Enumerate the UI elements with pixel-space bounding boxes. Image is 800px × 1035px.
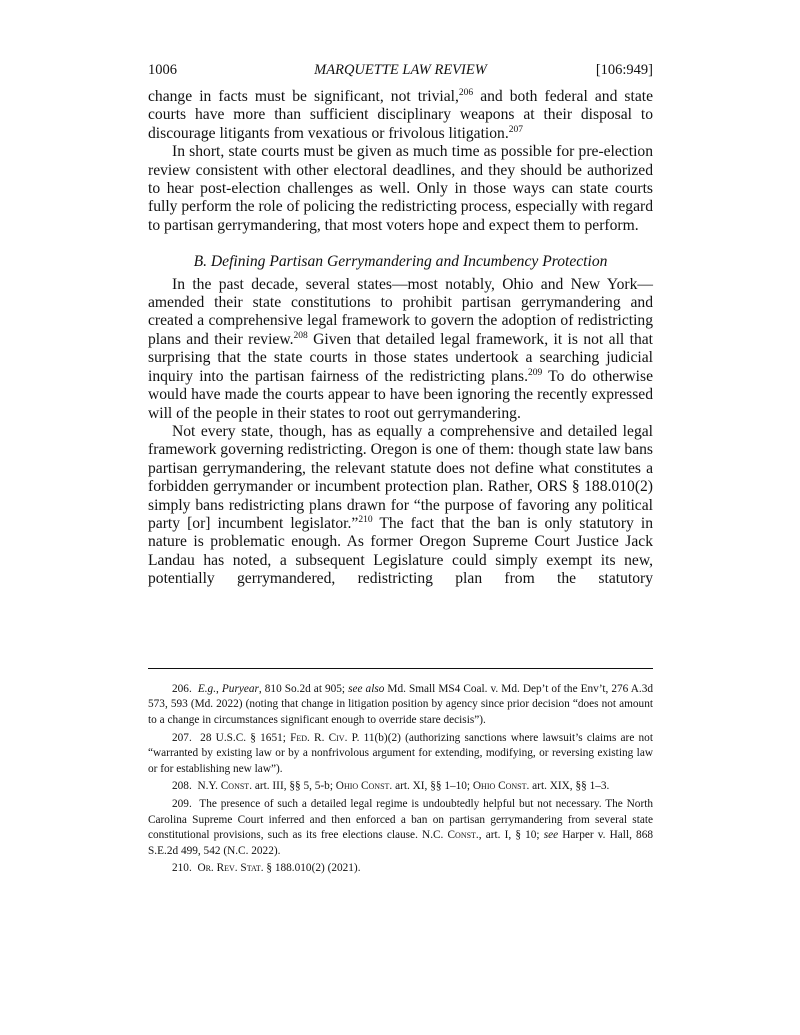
text: E.g. [197, 683, 217, 695]
text: 28 U.S.C. § 1651; [200, 731, 291, 744]
text: Fed. R. Civ. P. [290, 731, 360, 744]
volume-citation: [106:949] [595, 62, 653, 78]
text: art. III, §§ 5, 5-b; [252, 780, 336, 793]
footnote-number: 209. [172, 798, 192, 811]
running-header [148, 62, 653, 80]
text: Not every state, though, has as equally a comprehensive and detailed legal framework governing redistricting. Oregon is one of them: though state law bans partisan gerrymandering, the relevant statute does not define what constitutes a forbidden gerrymander or incumbent protection plan. Rather, ORS § 188.010(2) simply bans redistricting plans drawn for “the purpose of favoring any political party [or] incumbent legislator.” [148, 422, 653, 532]
page-number: 1006 [148, 62, 177, 78]
text: N.Y. Const. [197, 780, 253, 793]
footnote-ref[interactable]: 210 [358, 514, 373, 525]
paragraph [148, 88, 653, 143]
text: Harper v. Hall, 868 S.E.2d 499, 542 (N.C. 2022). [148, 829, 653, 857]
text: Given that detailed legal framework, it is not all that surprising that the state courts in those states undertook a searching judicial inquiry into the partisan fairness of the redistricting plans. [148, 330, 654, 385]
footnote-206 [148, 682, 653, 728]
paragraph [148, 423, 653, 589]
text: The presence of such a detailed legal regime is undoubtedly helpful but not necessary. The North Carolina Supreme Court inferred and then enforced a ban on partisan gerrymandering from several state constitutional provisions, such as its free elections clause. [148, 798, 653, 842]
journal-title: MARQUETTE LAW REVIEW [314, 62, 487, 78]
footnote-ref[interactable]: 208 [293, 330, 308, 341]
text: Ohio Const. [335, 780, 393, 793]
footnote-208 [148, 779, 653, 794]
footnote-number: 206. [172, 683, 192, 695]
footnote-209 [148, 797, 653, 859]
text: To do otherwise would have made the courts appear to have been ignoring the recently expressed will of the people in their states to root out gerrymandering. [148, 367, 653, 422]
text: see also [348, 683, 385, 695]
footnote-ref[interactable]: 209 [527, 367, 543, 378]
footnote-number: 210. [172, 862, 192, 875]
text: N.C. Const. [422, 829, 479, 842]
main-text [148, 88, 653, 589]
text: and both federal and state courts have more than sufficient disciplinary weapons at their disposal to discourage litigants from vexatious or frivolous litigation. [148, 88, 653, 142]
text: , [216, 683, 222, 695]
section-heading: B. Defining Partisan Gerrymandering and Incumbency Protection [193, 253, 608, 271]
text: art. XI, §§ 1–10; [392, 780, 473, 793]
text: Ohio Const. [472, 780, 530, 793]
paragraph: In short, state courts must be given as much time as possible for pre-election review consistent with other electoral deadlines, and they should be authorized to hear post-election challenges as well. Only in those ways can state courts fully perform the role of policing the redistricting process, especially with regard to partisan gerrymandering, that most voters hope and expect them to perform. [148, 143, 653, 234]
text: change in facts must be significant, not trivial, [148, 88, 459, 105]
text: see [543, 829, 559, 842]
footnote-210 [148, 861, 653, 876]
text: , art. I, § 10; [478, 829, 544, 842]
text: § 188.010(2) (2021). [263, 862, 361, 875]
text: Puryear [221, 683, 259, 695]
text: Or. Rev. Stat. [197, 862, 264, 875]
text: The fact that the ban is only statutory in nature is problematic enough. As former Oregon Supreme Court Justice Jack Landau has noted, a subsequent Legislature could simply exempt its new, potentially gerrymandered, redistricting plan from the statutory [148, 514, 653, 588]
footnote-ref[interactable]: 207 [508, 124, 524, 135]
footnote-207 [148, 731, 653, 777]
text: Md. Small MS4 Coal. v. Md. Dep’t of the Env’t, 276 A.3d 573, 593 (Md. 2022) (noting that change in litigation position by agency since prior decision “does not amount to a change in circumstances significant enough to override stare decisis”). [148, 683, 653, 726]
footnote-number: 208. [172, 780, 192, 793]
text: In the past decade, several states—most notably, Ohio and New York—amended their state constitutions to prohibit partisan gerrymandering and created a comprehensive legal framework to govern the adoption of redistricting plans and their review. [148, 275, 653, 348]
paragraph [148, 276, 653, 423]
footnote-ref[interactable]: 206 [458, 88, 474, 98]
footnote-divider [148, 668, 653, 669]
text: , 810 So.2d at 905; [258, 683, 349, 695]
text: 11(b)(2) (authorizing sanctions where lawsuit’s claims are not “warranted by existing law or by a nonfrivolous argument for extending, modifying, or reversing existing law or for establishing new law”). [148, 731, 653, 775]
text: art. XIX, §§ 1–3. [529, 780, 610, 793]
footnotes [148, 682, 653, 879]
footnote-number: 207. [172, 731, 192, 744]
